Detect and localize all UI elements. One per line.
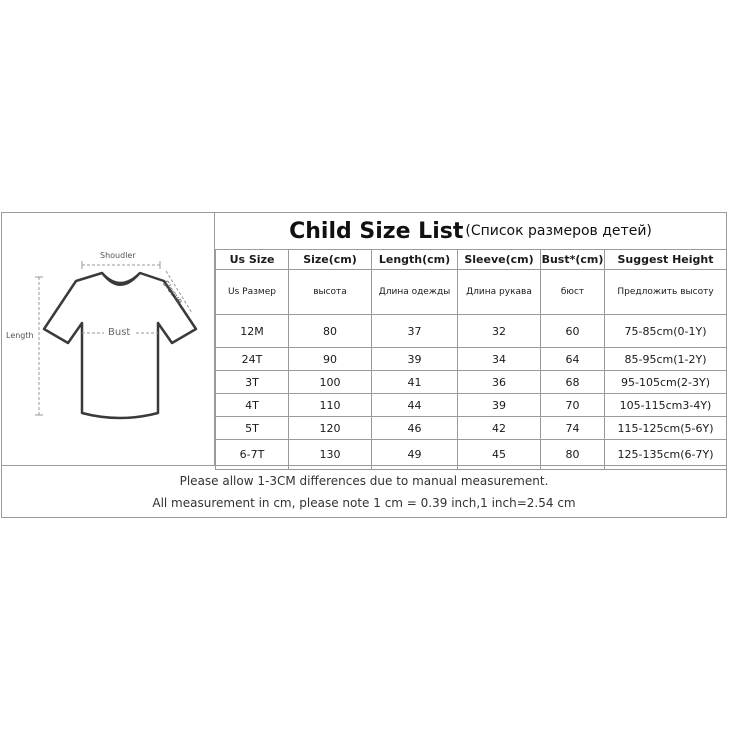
cell-size: 100 (289, 371, 372, 394)
cell-suggest-height: 115-125cm(5-6Y) (605, 417, 727, 440)
cell-sleeve: 34 (458, 348, 541, 371)
cell-length: 46 (372, 417, 458, 440)
header-ru-sleeve: Длина рукава (458, 270, 541, 315)
cell-us-size: 4T (216, 394, 289, 417)
cell-suggest-height: 85-95cm(1-2Y) (605, 348, 727, 371)
cell-us-size: 5T (216, 417, 289, 440)
cell-sleeve: 45 (458, 440, 541, 470)
cell-size: 130 (289, 440, 372, 470)
title-main: Child Size List (289, 218, 464, 244)
table-row (216, 348, 727, 371)
cell-suggest-height: 125-135cm(6-7Y) (605, 440, 727, 470)
table-row (216, 394, 727, 417)
cell-us-size: 6-7T (216, 440, 289, 470)
header-sleeve: Sleeve(cm) (458, 250, 541, 270)
sleeve-label: Sleeve (160, 279, 185, 306)
table-header-row-ru (216, 270, 727, 315)
size-chart-card (1, 212, 727, 518)
cell-us-size: 12M (216, 315, 289, 348)
cell-sleeve: 42 (458, 417, 541, 440)
cell-sleeve: 36 (458, 371, 541, 394)
cell-us-size: 24T (216, 348, 289, 371)
chart-title (215, 213, 726, 249)
cell-us-size: 3T (216, 371, 289, 394)
cell-size: 90 (289, 348, 372, 371)
header-ru-bust: бюст (541, 270, 605, 315)
cell-size: 80 (289, 315, 372, 348)
cell-size: 120 (289, 417, 372, 440)
cell-length: 37 (372, 315, 458, 348)
cell-bust: 70 (541, 394, 605, 417)
header-ru-suggest-height: Предложить высоту (605, 270, 727, 315)
tshirt-illustration (2, 213, 215, 465)
cell-bust: 68 (541, 371, 605, 394)
header-ru-us-size: Us Размер (216, 270, 289, 315)
cell-bust: 74 (541, 417, 605, 440)
size-table (215, 249, 727, 470)
cell-suggest-height: 75-85cm(0-1Y) (605, 315, 727, 348)
header-us-size: Us Size (216, 250, 289, 270)
cell-suggest-height: 105-115cm3-4Y) (605, 394, 727, 417)
cell-length: 41 (372, 371, 458, 394)
cell-bust: 80 (541, 440, 605, 470)
title-sub: (Список размеров детей) (465, 223, 652, 239)
cell-length: 44 (372, 394, 458, 417)
header-ru-size: высота (289, 270, 372, 315)
header-bust: Bust*(cm) (541, 250, 605, 270)
bust-label: Bust (108, 327, 131, 338)
measurement-notes (2, 465, 726, 517)
shoulder-label: Shoudler (100, 251, 136, 260)
cell-length: 39 (372, 348, 458, 371)
cell-bust: 64 (541, 348, 605, 371)
cell-suggest-height: 95-105cm(2-3Y) (605, 371, 727, 394)
cell-size: 110 (289, 394, 372, 417)
table-row (216, 315, 727, 348)
note-line-2: All measurement in cm, please note 1 cm = 0.39 inch,1 inch=2.54 cm (152, 495, 576, 510)
table-header-row (216, 250, 727, 270)
note-line-1: Please allow 1-3CM differences due to manual measurement. (179, 473, 549, 488)
header-length: Length(cm) (372, 250, 458, 270)
cell-length: 49 (372, 440, 458, 470)
cell-sleeve: 39 (458, 394, 541, 417)
table-row (216, 417, 727, 440)
header-ru-length: Длина одежды (372, 270, 458, 315)
table-row (216, 371, 727, 394)
header-suggest-height: Suggest Height (605, 250, 727, 270)
header-size: Size(cm) (289, 250, 372, 270)
cell-sleeve: 32 (458, 315, 541, 348)
cell-bust: 60 (541, 315, 605, 348)
length-label: Length (6, 331, 34, 340)
